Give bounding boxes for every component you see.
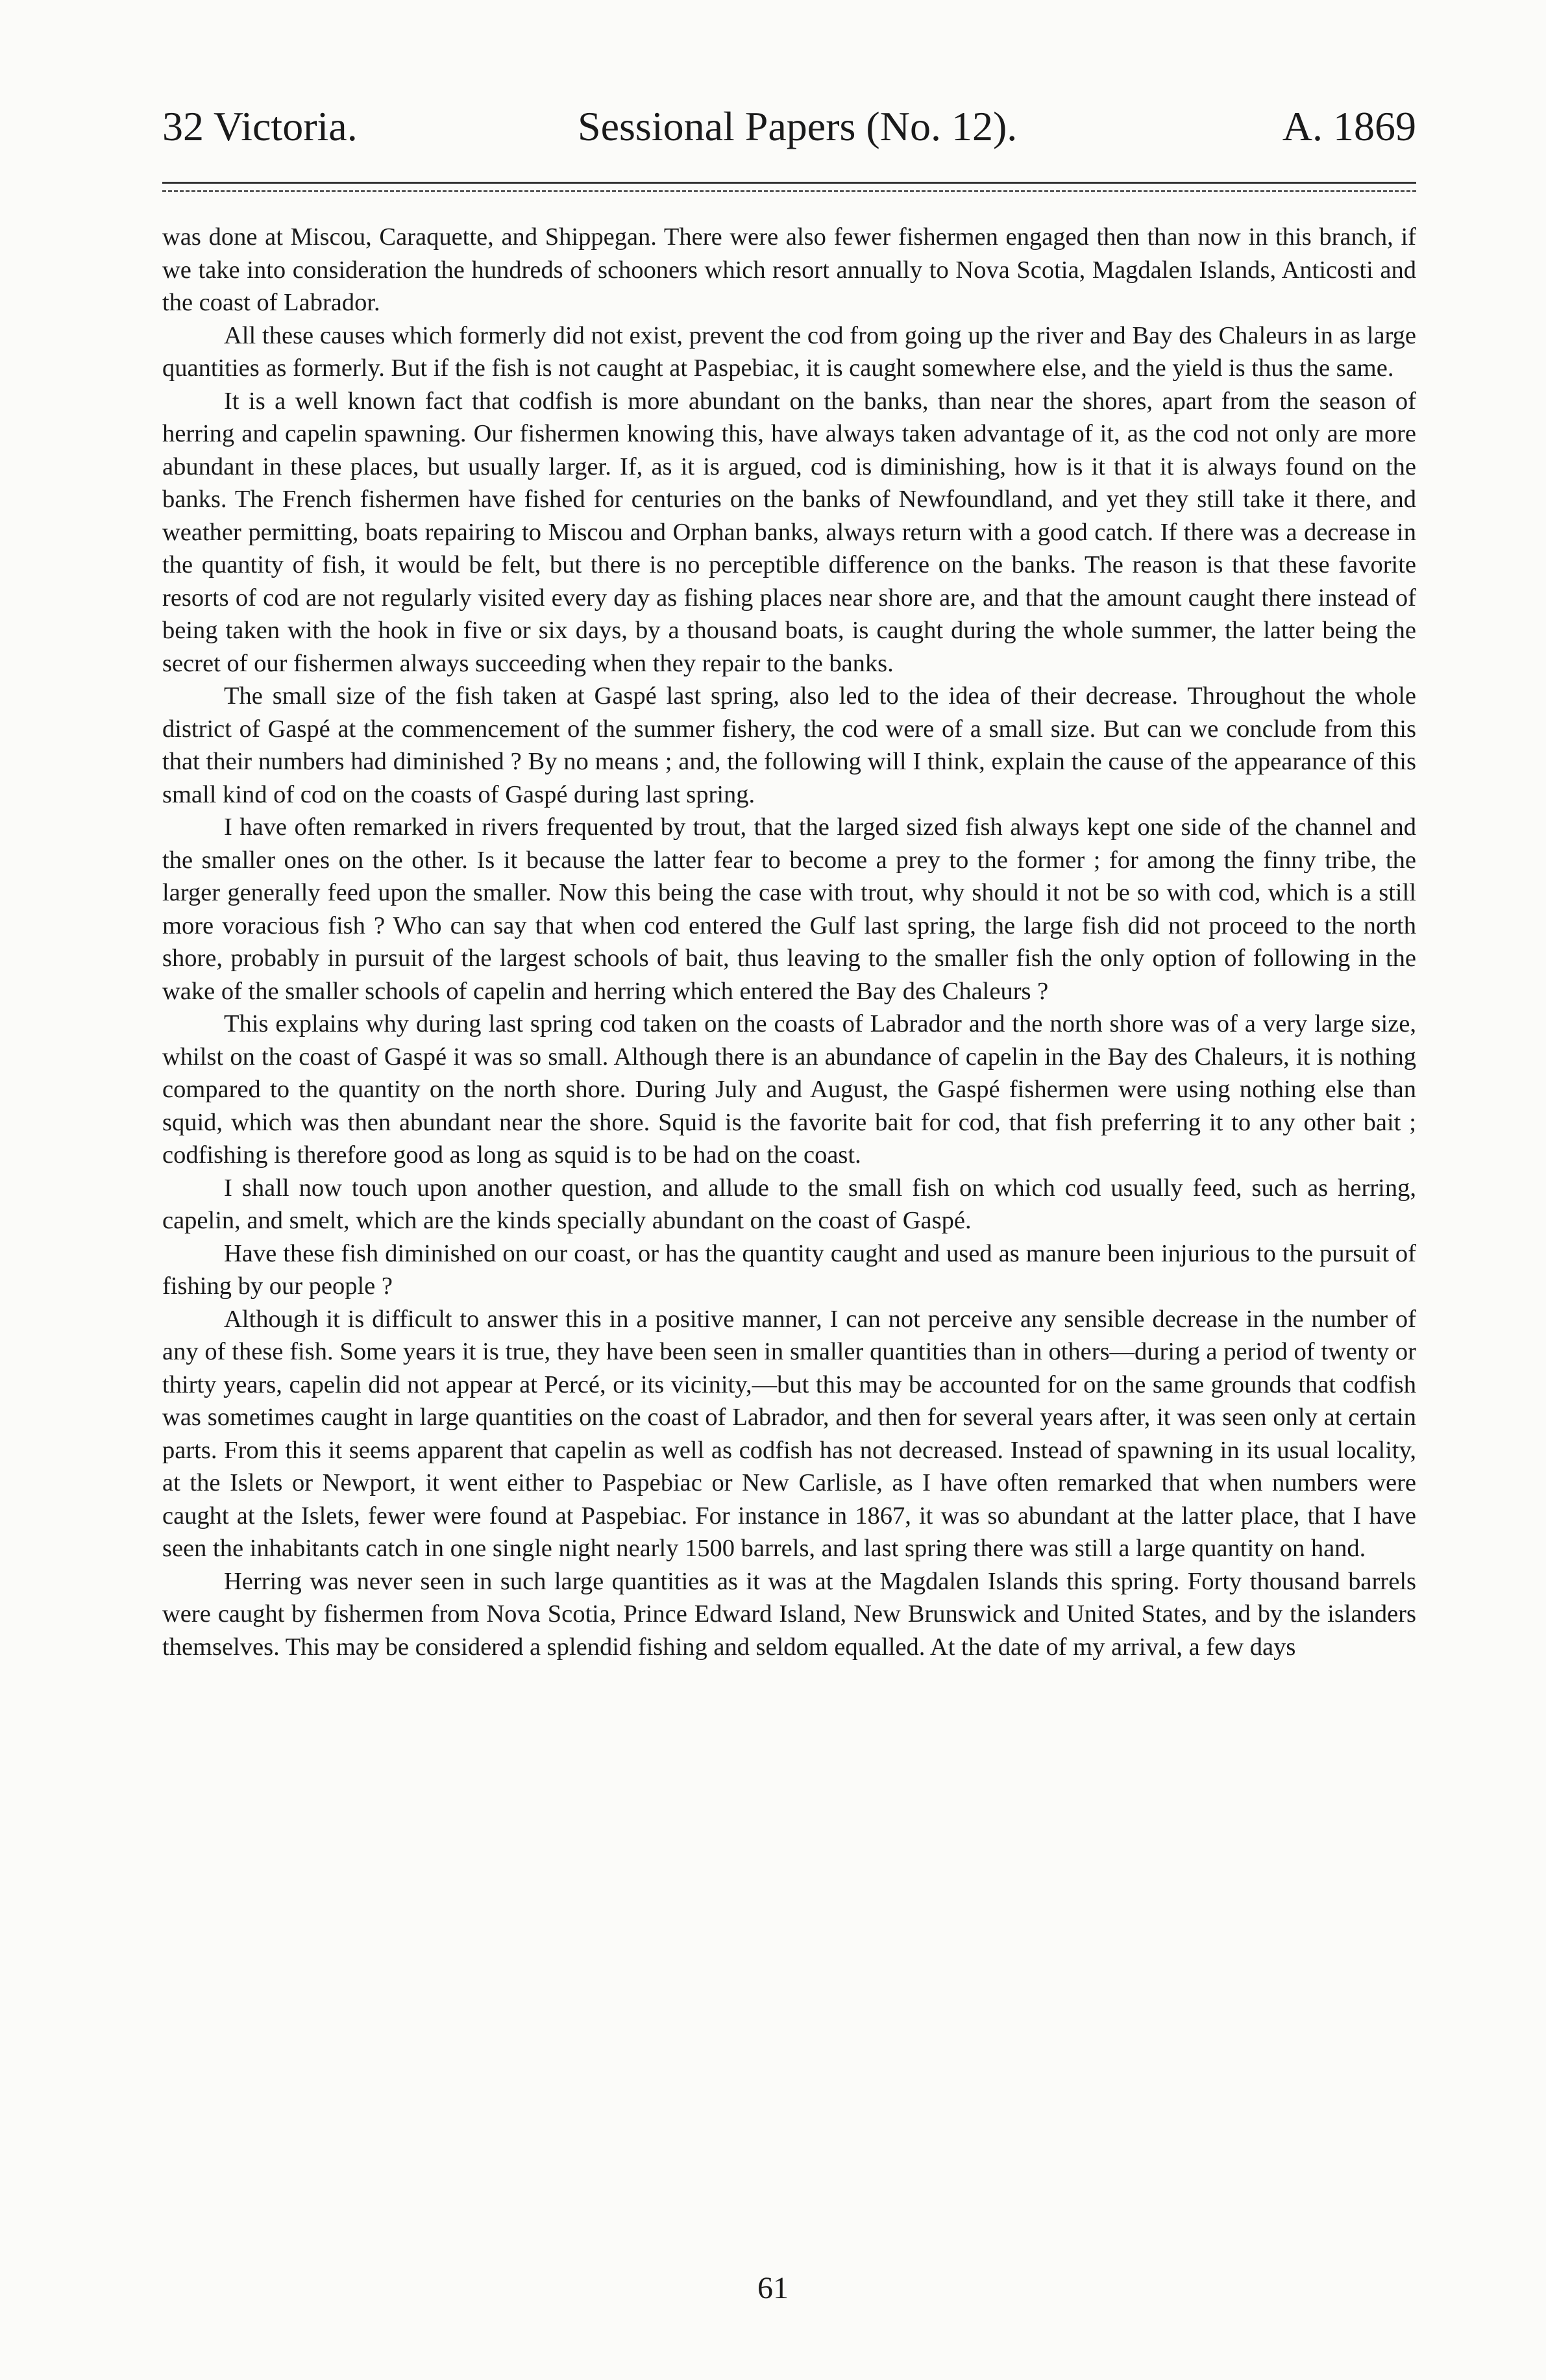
paragraph: The small size of the fish taken at Gaspé last spring, also led to the idea of their decrease. Throughout the whole district of Gaspé at the commencement of the summer fishery, the cod were of a small size. But can we conclude from this that their numbers had diminished ? By no means ; and, the following will I think, explain the cause of the appearance of this small kind of cod on the coasts of Gaspé during last spring. [162, 682, 1416, 808]
paragraph: This explains why during last spring cod taken on the coasts of Labrador and the north shore was of a very large size, whilst on the coast of Gaspé it was so small. Although there is an abundance of capelin in the Bay des Chaleurs, it is nothing compared to the quantity on the north shore. During July and August, the Gaspé fishermen were using nothing else than squid, which was then abundant near the shore. Squid is the favorite bait for cod, that fish preferring it to any other bait ; codfishing is therefore good as long as squid is to be had on the coast. [162, 1010, 1416, 1169]
header-title: Sessional Papers (No. 12). [578, 103, 1018, 149]
paragraph: was done at Miscou, Caraquette, and Shippegan. There were also fewer fishermen engaged then than now in this branch, if we take into consideration the hundreds of schooners which resort annually to Nova Scotia, Magdalen Islands, Anticosti and the coast of Labrador. [162, 223, 1416, 316]
body-text [162, 221, 1416, 1663]
paragraph: I have often remarked in rivers frequented by trout, that the larged sized fish always kept one side of the channel and the smaller ones on the other. Is it because the latter fear to become a prey to the former ; for among the finny tribe, the larger generally feed upon the smaller. Now this being the case with trout, why should it not be so with cod, which is a still more voracious fish ? Who can say that when cod entered the Gulf last spring, the large fish did not proceed to the north shore, probably in pursuit of the largest schools of bait, thus leaving to the smaller fish the only option of following in the wake of the smaller schools of capelin and herring which entered the Bay des Chaleurs ? [162, 813, 1416, 1005]
paragraph: Have these fish diminished on our coast, or has the quantity caught and used as manure been injurious to the pursuit of fishing by our people ? [162, 1239, 1416, 1300]
header-left: 32 Victoria. [162, 103, 358, 149]
page-number: 61 [757, 2271, 789, 2305]
paragraph: All these causes which formerly did not exist, prevent the cod from going up the river and Bay des Chaleurs in as large quantities as formerly. But if the fish is not caught at Paspebiac, it is caught somewhere else, and the yield is thus the same. [162, 321, 1416, 382]
header-right: A. 1869 [1282, 103, 1416, 149]
paragraph: I shall now touch upon another question, and allude to the small fish on which cod usually feed, such as herring, capelin, and smelt, which are the kinds specially abundant on the coast of Gaspé. [162, 1174, 1416, 1234]
paragraph: It is a well known fact that codfish is more abundant on the banks, than near the shores, apart from the season of herring and capelin spawning. Our fishermen knowing this, have always taken advantage of it, as the cod not only are more abundant in these places, but usually larger. If, as it is argued, cod is diminishing, how is it that it is always found on the banks. The French fishermen have fished for centuries on the banks of Newfoundland, and yet they still take it there, and weather permitting, boats repairing to Miscou and Orphan banks, always return with a good catch. If there was a decrease in the quantity of fish, it would be felt, but there is no perceptible difference on the banks. The reason is that these favorite resorts of cod are not regularly visited every day as fishing places near shore are, and that the amount caught there instead of being taken with the hook in five or six days, by a thousand boats, is caught during the whole summer, the latter being the secret of our fishermen always succeeding when they repair to the banks. [162, 387, 1416, 677]
page-header [162, 97, 1416, 156]
header-rule [162, 182, 1416, 192]
paragraph: Herring was never seen in such large quantities as it was at the Magdalen Islands this spring. Forty thousand barrels were caught by fishermen from Nova Scotia, Prince Edward Island, New Brunswick and United States, and by the islanders themselves. This may be considered a splendid fishing and seldom equalled. At the date of my arrival, a few days [162, 1567, 1416, 1661]
paragraph: Although it is difficult to answer this in a positive manner, I can not perceive any sensible decrease in the number of any of these fish. Some years it is true, they have been seen in smaller quantities than in others—during a period of twenty or thirty years, capelin did not appear at Percé, or its vicinity,—but this may be accounted for on the same grounds that codfish was sometimes caught in large quantities on the coast of Labrador, and then for several years after, it was seen only at certain parts. From this it seems apparent that capelin as well as codfish has not decreased. Instead of spawning in its usual locality, at the Islets or Newport, it went either to Paspebiac or New Carlisle, as I have often remarked that when numbers were caught at the Islets, fewer were found at Paspebiac. For instance in 1867, it was so abundant at the latter place, that I have seen the inhabitants catch in one single night nearly 1500 barrels, and last spring there was still a large quantity on hand. [162, 1305, 1416, 1562]
